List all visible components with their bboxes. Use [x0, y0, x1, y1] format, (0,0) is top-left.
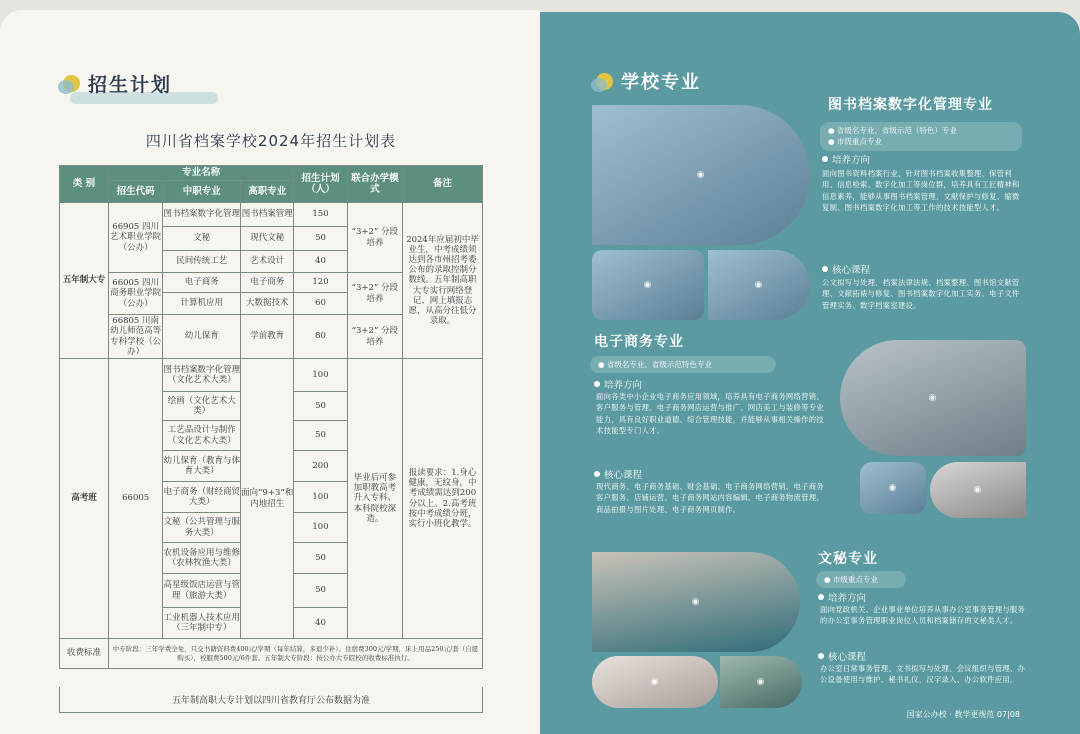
- high-major: 艺术设计: [241, 251, 294, 273]
- gaokao-joint: 毕业后可参加职教高考升入专科、本科院校深造。: [347, 359, 402, 639]
- train-heading: 培养方向: [822, 152, 870, 166]
- ecommerce-photo-2: ◉: [860, 462, 926, 514]
- core-text: 现代商务、电子商务基础、财会基础、电子商务网络营销、电子商务客户服务、店铺运营、电子商务网站内容编辑、电子商务物流管理、商品拍摄与图片处理、电子商务网页制作。: [596, 482, 824, 514]
- circle-badge-icon: [63, 75, 80, 92]
- quota: 120: [294, 273, 347, 293]
- major-title-ecommerce: 电子商务专业: [594, 334, 684, 350]
- core-text: 公文拟写与处理、档案法律法规、档案整理、图书馆文献管理、文献拓裱与修复、图书档案数字化加工实务、电子文件管理实务、数字档案室建设。: [822, 278, 1020, 310]
- quota: 150: [294, 203, 347, 227]
- train-text: 面向图书资料档案行业，针对图书档案收集整理、保管利用、信息检索、数字化加工等岗位群，培养具有工匠精神和信息素养，能够从事图书档案管理、文献保护与修复、缩微复制、图书档案数字化加工等工作的技术技能型人才。: [822, 169, 1020, 212]
- mid-major: 民间传统工艺: [163, 251, 241, 273]
- category-five-year: 五年制大专: [60, 203, 109, 359]
- secretary-photo-3: ◉: [720, 656, 802, 708]
- header-joint-mode: 联合办学模式: [347, 166, 402, 203]
- quota: 60: [294, 293, 347, 315]
- page-number: 国家公办校 · 教学更规范 07|08: [906, 710, 1020, 719]
- header-high-major: 高职专业: [241, 181, 294, 203]
- quota: 50: [294, 574, 347, 608]
- ecommerce-photo-3: ◉: [930, 462, 1026, 518]
- major-title-secretary: 文秘专业: [818, 551, 878, 567]
- quota: 40: [294, 251, 347, 273]
- quota: 200: [294, 451, 347, 482]
- mid-major: 电子商务: [163, 273, 241, 293]
- table-title: 四川省档案学校2024年招生计划表: [145, 132, 397, 150]
- section-title: 招生计划: [88, 74, 173, 96]
- high-major: 图书档案管理: [241, 203, 294, 227]
- school-code: 66005 四川商务职业学院（公办）: [109, 273, 163, 315]
- train-heading: 培养方向: [594, 377, 642, 391]
- five-year-remark: 2024年应届初中毕业生，中考成绩须达到各市州招考委公布的录取控制分数线。五年制高职大专实行网络登记、网上填报志愿，从高分往低分录取。: [403, 203, 483, 359]
- ecommerce-photo-main: ◉: [840, 340, 1026, 456]
- enrollment-plan-table: [59, 165, 483, 669]
- right-section-title: 学校专业: [621, 72, 701, 93]
- mid-major: 文秘: [163, 227, 241, 251]
- high-major: 现代文秘: [241, 227, 294, 251]
- train-text: 面向各类中小企业电子商务应用领域，培养具有电子商务网络营销、客户服务与管理、电子商务网店运营与推广、网店美工与装修等专业能力，具有良好职业道德、综合管理技能，并能够从事相关操作的技术技能型专门人才。: [596, 392, 824, 435]
- quota: 80: [294, 315, 347, 359]
- high-major: 电子商务: [241, 273, 294, 293]
- right-section-header: [596, 68, 701, 94]
- core-text: 办公室日常事务管理、文书拟写与处理、会议组织与管理、办公设备使用与维护、秘书礼仪、汉字录入、办公软件应用。: [820, 664, 1026, 685]
- quota: 50: [294, 421, 347, 451]
- fee-text: 中专阶段：三年学费全免，只交书籍资料费400元/学期（每年结算，多退少补）。住宿费300元/学期，床上用品250元/套（自愿购买），校服费500元/6件套。五年制大专阶段：按公办大专院校的收费标准执行。: [109, 639, 483, 669]
- mid-major: 图书档案数字化管理: [163, 203, 241, 227]
- major-tags-ecommerce: ● 省级名专业、省级示范特色专业: [590, 356, 776, 373]
- train-heading: 培养方向: [818, 590, 866, 604]
- gaokao-major: 工艺品设计与制作（文化艺术大类）: [163, 421, 241, 451]
- quota: 50: [294, 543, 347, 574]
- archive-photo-main: ◉: [592, 105, 810, 245]
- gaokao-remark: 报读要求：1.身心健康，无纹身，中考成绩需达到200分以上。2.高考班按中考成绩分班，实行小班化教学。: [403, 359, 483, 639]
- gaokao-major: 工业机器人技术应用（三年制中专）: [163, 608, 241, 639]
- quota: 100: [294, 513, 347, 543]
- header-quota: 招生计划（人）: [294, 166, 347, 203]
- header-remark: 备注: [403, 166, 483, 203]
- train-text: 面向党政机关、企业事业单位培养从事办公室事务管理与服务的办公室事务管理职业岗位人员和档案储存的文秘类人才。: [820, 605, 1026, 626]
- high-major: 学前教育: [241, 315, 294, 359]
- gaokao-major: 电子商务（财经商贸大类）: [163, 482, 241, 513]
- school-code: 66005: [109, 359, 163, 639]
- quota: 100: [294, 359, 347, 392]
- school-code: 66905 四川艺术职业学院（公办）: [109, 203, 163, 273]
- mid-major: 计算机应用: [163, 293, 241, 315]
- gaokao-major: 高星级饭店运营与管理（旅游大类）: [163, 574, 241, 608]
- quota: 100: [294, 482, 347, 513]
- major-tags-archive: [820, 122, 1022, 151]
- quota: 40: [294, 608, 347, 639]
- joint-mode: “3+2” 分段培养: [347, 315, 402, 359]
- gaokao-major: 文秘（公共管理与服务大类）: [163, 513, 241, 543]
- tag-line: ● 市级重点专业: [828, 137, 882, 147]
- archive-photo-3: ◉: [708, 250, 810, 320]
- mid-major: 幼儿保育: [163, 315, 241, 359]
- header-major-name: 专业名称: [109, 166, 294, 181]
- major-title-archive: 图书档案数字化管理专业: [828, 97, 993, 113]
- gaokao-major: 图书档案数字化管理（文化艺术大类）: [163, 359, 241, 392]
- core-heading: 核心课程: [818, 649, 866, 663]
- high-major: 大数据技术: [241, 293, 294, 315]
- fee-label: 收费标准: [60, 639, 109, 669]
- archive-photo-2: ◉: [592, 250, 704, 320]
- core-heading: 核心课程: [822, 262, 870, 276]
- gaokao-major: 幼儿保育（教育与体育大类）: [163, 451, 241, 482]
- major-tags-secretary: ● 市级重点专业: [816, 571, 906, 588]
- joint-mode: “3+2” 分段培养: [347, 203, 402, 273]
- tag-line: ● 省级名专业、省级示范（特色）专业: [828, 126, 957, 135]
- circle-badge-icon: [596, 73, 613, 90]
- table-footnote: 五年制高职大专计划以四川省教育厅公布数据为准: [59, 687, 483, 713]
- quota: 50: [294, 392, 347, 421]
- header-mid-major: 中职专业: [163, 181, 241, 203]
- header-category: 类 别: [60, 166, 109, 203]
- school-code: 66805 川南幼儿师范高等专科学校（公办）: [110, 316, 162, 357]
- section-header: [63, 70, 172, 97]
- gaokao-major: 绘画（文化艺术大类）: [163, 392, 241, 421]
- joint-mode: “3+2” 分段培养: [347, 273, 402, 315]
- gaokao-mode: 面向“9+3”和内地招生: [241, 359, 294, 639]
- quota: 50: [294, 227, 347, 251]
- header-code: 招生代码: [109, 181, 163, 203]
- gaokao-major: 农机设备应用与维修（农林牧渔大类）: [163, 543, 241, 574]
- core-heading: 核心课程: [594, 467, 642, 481]
- secretary-photo-2: ◉: [592, 656, 718, 708]
- category-gaokao: 高考班: [60, 359, 109, 639]
- secretary-photo-main: ◉: [592, 552, 800, 652]
